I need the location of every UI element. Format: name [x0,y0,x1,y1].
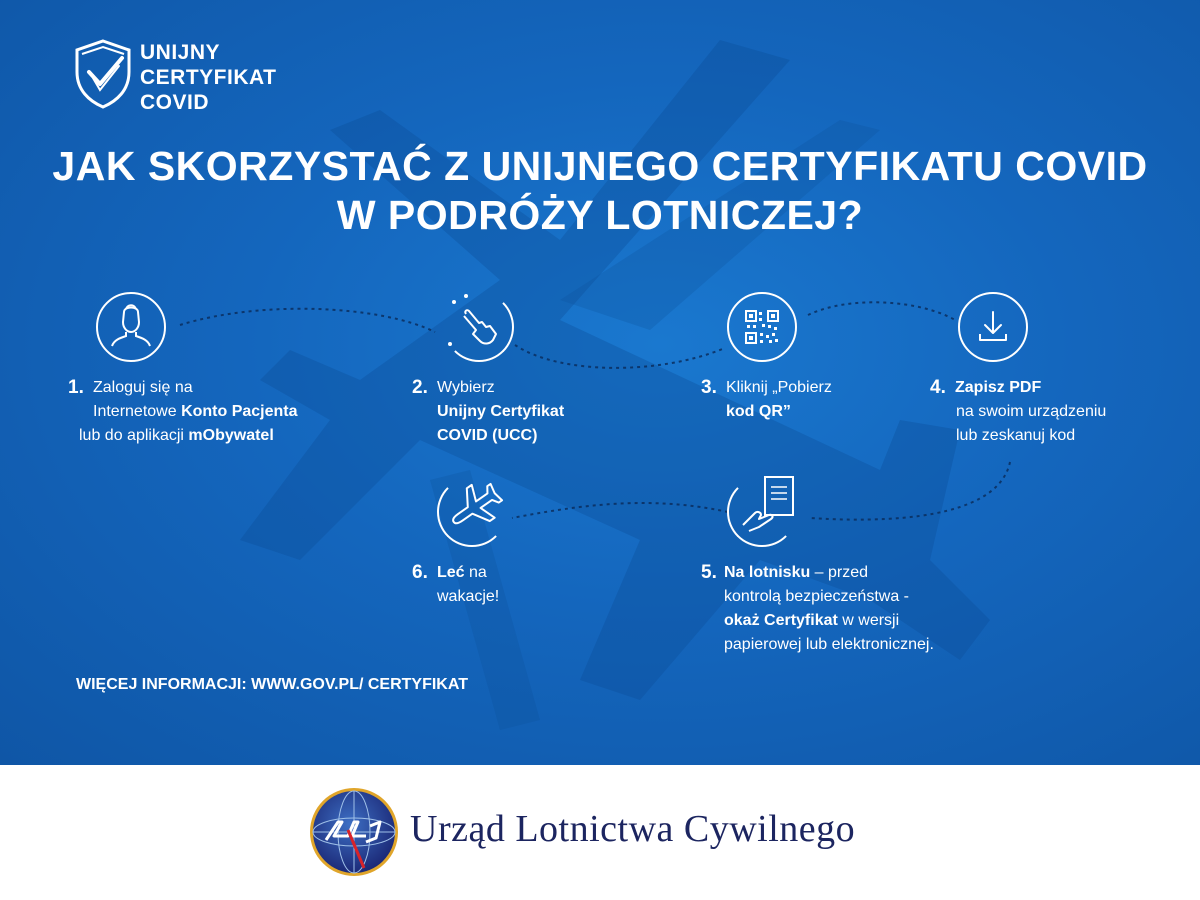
qr-code-icon [727,292,797,362]
step-text-bold: Leć [437,564,465,581]
more-info-link-text: WIĘCEJ INFORMACJI: WWW.GOV.PL/ CERTYFIKAT [76,676,468,693]
logo-line-1: UNIJNY [140,41,221,64]
connector-3-4 [808,302,955,320]
connector-4-5 [810,462,1010,520]
step-text-bold: COVID (UCC) [437,427,538,444]
step-text: na [464,564,487,581]
download-icon [958,292,1028,362]
step-text: lub do aplikacji [79,427,189,444]
step-text-bold: kod QR” [726,403,791,420]
shield-check-icon [72,38,134,110]
step-text: lub zeskanuj kod [956,427,1076,444]
step-text-bold: okaż Certyfikat [724,612,838,629]
organization-name: Urząd Lotnictwa Cywilnego [410,808,856,850]
step-text-bold: Konto Pacjenta [181,403,298,420]
step-number: 4. [930,377,946,398]
step-text-bold: Na lotnisku [724,564,811,581]
step-text: – przed [810,564,869,581]
title-line-1: JAK SKORZYSTAĆ Z UNIJNEGO CERTYFIKATU COVID [52,143,1148,189]
step-number: 3. [701,377,717,398]
step-text: kontrolą bezpieczeństwa - [724,588,909,605]
user-profile-icon [96,292,166,362]
step-text-bold: Zapisz PDF [955,379,1042,396]
step-text: Zaloguj się na [93,379,193,396]
step-text: Internetowe [93,403,182,420]
step-text: Wybierz [437,379,495,396]
step-number: 6. [412,562,428,583]
step-text: wakacje! [437,588,500,605]
connector-2-3 [515,345,725,368]
step-number: 5. [701,562,717,583]
connector-1-2 [180,309,435,332]
footer [0,765,1200,900]
step-text: papierowej lub elektronicznej. [724,636,934,653]
logo-line-3: COVID [140,91,210,114]
title-line-2: W PODRÓŻY LOTNICZEJ? [336,192,864,238]
logo-wordmark [140,40,276,115]
step-text: na swoim urządzeniu [956,403,1107,420]
tap-hand-icon [444,292,514,362]
step-text: Kliknij „Pobierz [726,379,832,396]
step-text-bold: mObywatel [188,427,274,444]
hand-document-icon [727,477,797,547]
airplane-icon [437,477,507,547]
step-text-bold: Unijny Certyfikat [437,403,565,420]
step-text: w wersji [837,612,900,629]
connector-5-6 [512,503,728,518]
step-number: 1. [68,377,84,398]
page-title [0,142,1200,240]
logo-line-2: CERTYFIKAT [140,66,277,89]
step-number: 2. [412,377,428,398]
ulc-emblem-icon [308,786,400,878]
